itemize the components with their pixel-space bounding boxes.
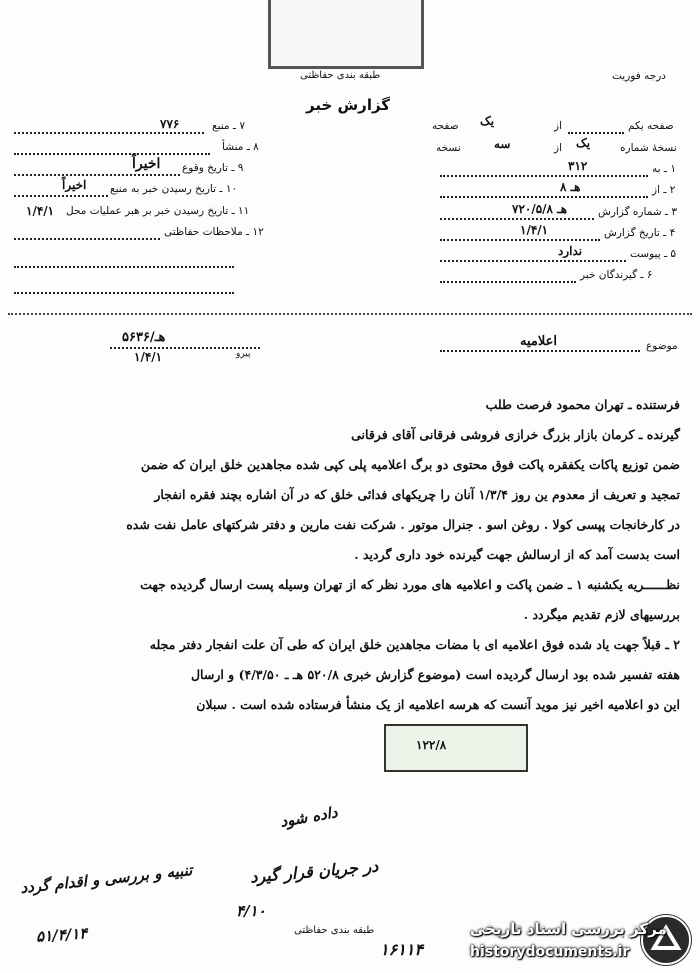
page-count: یک bbox=[480, 114, 495, 128]
field-attachment-label: ۵ ـ پیوست bbox=[630, 248, 677, 260]
body-line-opinion: نظــــــریه یکشنبه ۱ ـ ضمن پاکت و اعلامیه های مورد نظر که از تهران وسیله پست ارسال گردیده جهت bbox=[140, 577, 680, 592]
dotted-line bbox=[440, 175, 648, 177]
registry-stamp bbox=[384, 724, 528, 772]
reference-date: ۱/۴/۱ bbox=[134, 350, 163, 364]
copy-unit: نسخه bbox=[436, 142, 461, 154]
handwritten-number-a: ۴/۱۰ bbox=[236, 902, 266, 920]
field-source-label: ۷ ـ منبع bbox=[212, 120, 245, 132]
field-to-value: ۳۱۲ bbox=[568, 159, 588, 173]
field-received-ops-value: ۱/۴/۱ bbox=[26, 204, 55, 218]
body-line: بررسیهای لازم تقدیم میگردد . bbox=[523, 607, 680, 622]
copy-count: سه bbox=[494, 137, 511, 151]
header-divider bbox=[8, 313, 692, 315]
dotted-line bbox=[14, 238, 160, 240]
dotted-line bbox=[440, 281, 576, 283]
body-line-recipient: گیرنده ـ کرمان بازار بزرگ خرازی فروشی فرقانی آقای فرقانی bbox=[351, 427, 680, 442]
report-body bbox=[20, 390, 680, 720]
dotted-line bbox=[440, 218, 594, 220]
handwritten-note-a: داده شود bbox=[278, 803, 339, 831]
field-from-value: ۸ هـ bbox=[560, 180, 581, 194]
field-attachment-value: ندارد bbox=[558, 244, 583, 258]
dotted-line bbox=[440, 196, 648, 198]
copy-number: یک bbox=[576, 136, 591, 150]
dotted-line bbox=[14, 174, 180, 176]
classification-bottom-label: طبقه بندی حفاظتی bbox=[294, 925, 375, 936]
dotted-line bbox=[14, 132, 204, 134]
field-event-date-value: اخیراً bbox=[132, 156, 161, 172]
reference-pir: پیرو bbox=[236, 349, 251, 359]
watermark-url: historydocuments.ir bbox=[470, 944, 630, 960]
field-to-label: ۱ ـ به bbox=[652, 163, 676, 175]
page-label: صفحه یکم bbox=[628, 120, 674, 132]
handwritten-date: ۵۱/۴/۱۴ bbox=[35, 924, 88, 946]
dotted-line bbox=[440, 239, 600, 241]
field-report-number-value: ۷۲۰/۵/۸ هـ bbox=[512, 202, 568, 216]
handwritten-number-b: ۱۶۱۱۴ bbox=[380, 940, 423, 959]
reference-number: ۵۶۳۶/هـ bbox=[122, 330, 166, 345]
subject-line bbox=[440, 350, 640, 352]
handwritten-note-c: تنبیه و بررسی و اقدام گردد bbox=[19, 861, 194, 897]
body-line-sender: فرستنده ـ تهران محمود فرصت طلب bbox=[485, 397, 680, 412]
dotted-line bbox=[14, 266, 234, 268]
field-received-source-label: ۱۰ ـ تاریخ رسیدن خبر به منبع bbox=[110, 183, 238, 195]
body-line: این دو اعلامیه اخیر نیز موید آنست که هرسه اعلامیه از یک منشأ فرستاده شده است . سبلان bbox=[196, 697, 680, 712]
dotted-line bbox=[14, 195, 108, 197]
priority-label: درجه فوریت bbox=[612, 70, 666, 82]
body-line: ضمن توزیع پاکات یکفقره پاکت فوق محتوی دو برگ اعلامیه پلی کپی شده مجاهدین خلق ایران که ضمن bbox=[140, 457, 680, 472]
field-report-number-label: ۳ ـ شماره گزارش bbox=[598, 206, 677, 218]
field-received-source-value: اخیراً bbox=[62, 178, 87, 192]
dotted-line bbox=[14, 153, 210, 155]
classification-top-label: طبقه بندی حفاظتی bbox=[300, 70, 381, 81]
classification-stamp-box bbox=[268, 0, 424, 69]
registry-stamp-text: ۱۲۲/۸ bbox=[416, 738, 447, 752]
page-az: از bbox=[554, 120, 562, 132]
field-source-value: ۷۷۶ bbox=[160, 117, 180, 131]
body-line: هفته تفسیر شده بود ارسال گردیده است (موضوع گزارش خبری ۵۲۰/۸ هـ ـ ۴/۳/۵۰) و ارسال bbox=[190, 667, 680, 682]
page-unit: صفحه bbox=[432, 120, 459, 132]
field-report-date-label: ۴ ـ تاریخ گزارش bbox=[604, 227, 676, 239]
subject-value: اعلامیه bbox=[520, 334, 557, 349]
subject-label: موضوع bbox=[646, 340, 678, 352]
field-security-notes-label: ۱۲ ـ ملاحظات حفاظتی bbox=[164, 226, 264, 238]
body-line: است بدست آمد که از ارسالش جهت گیرنده خود داری گردید . bbox=[354, 547, 680, 562]
body-line: ۲ ـ قبلاً جهت یاد شده فوق اعلامیه ای با مضات مجاهدین خلق ایران که طی آن علت انفجار دفتر مجله bbox=[149, 637, 680, 652]
body-line: تمجید و تعریف از معدوم ین روز ۱/۳/۴ آنان را چریکهای فدائی خلق که در آن اشاره بچند فقره انفجار bbox=[154, 487, 680, 502]
watermark-title: مرکز بررسی اسناد تاریخی bbox=[470, 920, 667, 938]
dotted-line bbox=[14, 292, 234, 294]
copy-az: از bbox=[554, 142, 562, 154]
dotted-line bbox=[568, 132, 624, 134]
field-event-date-label: ۹ ـ تاریخ وقوع bbox=[182, 162, 244, 174]
field-origin-label: ۸ ـ منشأ bbox=[222, 141, 259, 153]
field-received-ops-label: ۱۱ ـ تاریخ رسیدن خبر بر هبر عملیات محل bbox=[66, 205, 250, 217]
field-from-label: ۲ ـ از bbox=[652, 184, 676, 196]
dotted-line bbox=[440, 260, 626, 262]
field-recipients-label: ۶ ـ گیرندگان خبر bbox=[580, 269, 653, 281]
body-line: در کارخانجات پپسی کولا . روغن اسو . جنرال موتور . شرکت نفت مارین و دفتر شرکتهای عامل نفت شده bbox=[126, 517, 680, 532]
handwritten-note-b: در جریان قرار گیرد bbox=[249, 856, 379, 887]
document-title: گزارش خبر bbox=[306, 96, 391, 114]
copy-label: نسخهٔ شماره bbox=[620, 142, 677, 154]
field-report-date-value: ۱/۴/۱ bbox=[520, 223, 549, 237]
